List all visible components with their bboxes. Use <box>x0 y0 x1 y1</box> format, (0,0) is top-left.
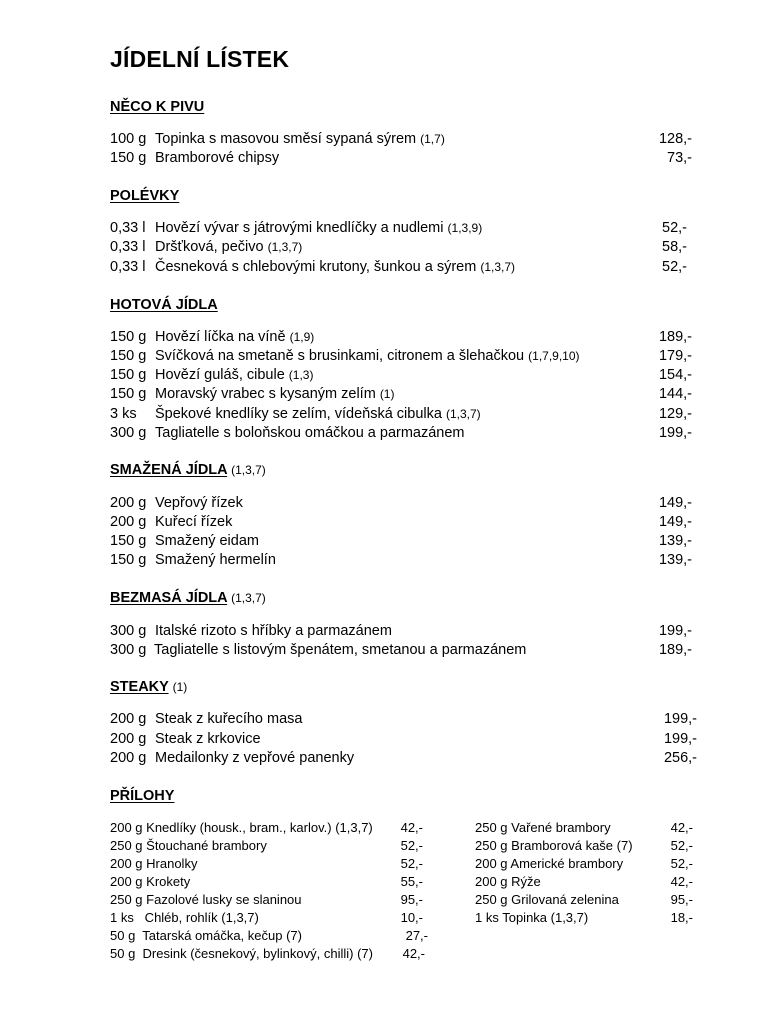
section-heading-bezmasa <box>110 590 266 606</box>
item-name: Vepřový řízek <box>155 495 243 511</box>
item-allergen: (1,7,9,10) <box>528 349 580 363</box>
section-heading-label: BEZMASÁ JÍDLA <box>110 590 228 606</box>
item-allergen: (1,3,9) <box>447 221 483 235</box>
side-item <box>110 873 423 891</box>
side-item-price: 10,- <box>400 910 423 925</box>
section-heading-prilohy <box>110 788 174 804</box>
item-price: 199,- <box>663 711 697 727</box>
side-item <box>110 855 423 873</box>
side-item-name: 250 g Štouchané brambory <box>110 838 267 853</box>
side-item-price: 95,- <box>670 892 693 907</box>
section-heading-polevky <box>110 188 179 204</box>
item-price: 199,- <box>658 623 692 639</box>
item-name-text: Moravský vrabec s kysaným zelím <box>155 386 376 402</box>
item-qty: 300 g <box>110 623 147 639</box>
item-qty: 150 g <box>110 386 147 402</box>
side-item-name: 250 g Vařené brambory <box>475 820 611 835</box>
side-item-name: 1 ks Chléb, rohlík (1,3,7) <box>110 910 259 925</box>
side-item <box>475 873 693 891</box>
side-item-price: 52,- <box>400 856 423 871</box>
section-heading-label: SMAŽENÁ JÍDLA <box>110 462 228 478</box>
side-item-price: 52,- <box>400 838 423 853</box>
item-allergen: (1,7) <box>420 132 445 146</box>
item-qty: 0,33 l <box>110 239 146 255</box>
item-price: 139,- <box>658 533 692 549</box>
side-item <box>475 909 693 927</box>
item-allergen: (1,3,7) <box>445 407 481 421</box>
section-allergen-note: (1,3,7) <box>231 463 266 477</box>
side-item-name: 250 g Bramborová kaše (7) <box>475 838 633 853</box>
side-item-name: 1 ks Topinka (1,3,7) <box>475 910 589 925</box>
item-name <box>155 385 394 404</box>
item-qty: 0,33 l <box>110 220 146 236</box>
item-name: Kuřecí řízek <box>155 514 233 530</box>
item-qty: 200 g <box>110 750 147 766</box>
section-allergen-note: (1,3,7) <box>231 591 266 605</box>
item-name: Tagliatelle s boloňskou omáčkou a parmazánem <box>155 425 465 441</box>
item-qty: 150 g <box>110 329 147 345</box>
item-price: 73,- <box>667 150 692 166</box>
section-heading-label: HOTOVÁ JÍDLA <box>110 297 218 313</box>
side-item-name: 50 g Dresink (česnekový, bylinkový, chilli) (7) <box>110 946 373 961</box>
side-item <box>110 909 423 927</box>
item-name-text: Hovězí líčka na víně <box>155 329 286 345</box>
side-item <box>110 945 425 963</box>
item-qty: 150 g <box>110 348 147 364</box>
side-item-price: 95,- <box>400 892 423 907</box>
side-item-price: 42,- <box>670 820 693 835</box>
item-qty: 200 g <box>110 731 147 747</box>
item-allergen: (1,3,7) <box>267 240 303 254</box>
item-name <box>155 366 313 385</box>
item-price: 149,- <box>658 495 692 511</box>
item-price: 144,- <box>658 386 692 402</box>
side-item <box>110 891 423 909</box>
item-price: 128,- <box>658 131 692 147</box>
item-name <box>155 347 580 366</box>
side-item-name: 250 g Grilovaná zelenina <box>475 892 619 907</box>
item-name: Tagliatelle s listovým špenátem, smetanou a parmazánem <box>154 642 527 658</box>
section-heading-label: STEAKY <box>110 679 169 695</box>
item-price: 179,- <box>658 348 692 364</box>
item-qty: 150 g <box>110 367 147 383</box>
side-item-price: 55,- <box>400 874 423 889</box>
section-heading-smazena <box>110 462 266 478</box>
side-item-price: 42,- <box>670 874 693 889</box>
item-price: 58,- <box>662 239 687 255</box>
item-name <box>155 258 515 277</box>
item-price: 189,- <box>658 329 692 345</box>
side-item-name: 250 g Fazolové lusky se slaninou <box>110 892 302 907</box>
item-allergen: (1,3,7) <box>480 260 516 274</box>
item-name <box>155 405 481 424</box>
side-item <box>110 927 428 945</box>
side-item <box>110 819 423 837</box>
item-price: 256,- <box>663 750 697 766</box>
item-name: Steak z krkovice <box>155 731 261 747</box>
side-item-price: 42,- <box>400 820 423 835</box>
side-item-name: 50 g Tatarská omáčka, kečup (7) <box>110 928 302 943</box>
item-name-text: Špekové knedlíky se zelím, vídeňská cibulka <box>155 406 442 422</box>
side-item-price: 52,- <box>670 838 693 853</box>
item-name-text: Hovězí guláš, cibule <box>155 367 285 383</box>
item-qty: 100 g <box>110 131 147 147</box>
side-item <box>475 837 693 855</box>
item-qty: 200 g <box>110 514 147 530</box>
item-name-text: Hovězí vývar s játrovými knedlíčky a nudlemi <box>155 220 444 236</box>
item-name-text: Topinka s masovou směsí sypaná sýrem <box>155 131 417 147</box>
item-price: 52,- <box>662 259 687 275</box>
section-heading-pivo <box>110 99 204 115</box>
item-name: Smažený hermelín <box>155 552 276 568</box>
item-price: 199,- <box>658 425 692 441</box>
side-item <box>110 837 423 855</box>
item-qty: 300 g <box>110 642 147 658</box>
item-price: 129,- <box>658 406 692 422</box>
item-qty: 300 g <box>110 425 147 441</box>
item-qty: 150 g <box>110 552 147 568</box>
item-qty: 200 g <box>110 495 147 511</box>
side-item-price: 42,- <box>402 946 425 961</box>
side-item <box>475 891 693 909</box>
item-name: Steak z kuřecího masa <box>155 711 303 727</box>
item-name <box>155 238 302 257</box>
item-qty: 0,33 l <box>110 259 146 275</box>
item-allergen: (1,3) <box>288 368 314 382</box>
item-price: 149,- <box>658 514 692 530</box>
section-heading-hotova <box>110 297 218 313</box>
item-qty: 150 g <box>110 533 147 549</box>
side-item <box>475 855 693 873</box>
side-item-name: 200 g Americké brambory <box>475 856 624 871</box>
item-price: 139,- <box>658 552 692 568</box>
item-name: Bramborové chipsy <box>155 150 280 166</box>
side-item-price: 52,- <box>670 856 693 871</box>
item-name <box>155 219 482 238</box>
item-price: 154,- <box>658 367 692 383</box>
side-item-name: 200 g Knedlíky (housk., bram., karlov.) (1,3,7) <box>110 820 373 835</box>
item-qty: 3 ks <box>110 406 137 422</box>
item-allergen: (1,9) <box>289 330 315 344</box>
section-heading-label: POLÉVKY <box>110 188 180 204</box>
item-name: Italské rizoto s hříbky a parmazánem <box>155 623 392 639</box>
item-qty: 200 g <box>110 711 147 727</box>
item-name-text: Česneková s chlebovými krutony, šunkou a sýrem <box>155 259 477 275</box>
side-item <box>475 819 693 837</box>
section-heading-label: NĚCO K PIVU <box>110 99 205 115</box>
item-price: 199,- <box>663 731 697 747</box>
item-price: 189,- <box>658 642 692 658</box>
side-item-name: 200 g Rýže <box>475 874 541 889</box>
section-heading-label: PŘÍLOHY <box>110 788 175 804</box>
item-name: Smažený eidam <box>155 533 259 549</box>
side-item-price: 27,- <box>405 928 428 943</box>
section-heading-steaky <box>110 679 187 695</box>
item-name-text: Svíčková na smetaně s brusinkami, citronem a šlehačkou <box>155 348 525 364</box>
item-allergen: (1) <box>379 387 395 401</box>
side-item-name: 200 g Hranolky <box>110 856 198 871</box>
side-item-price: 18,- <box>670 910 693 925</box>
side-item-name: 200 g Krokety <box>110 874 191 889</box>
item-name: Medailonky z vepřové panenky <box>155 750 355 766</box>
item-name-text: Dršťková, pečivo <box>155 239 264 255</box>
page-title: JÍDELNÍ LÍSTEK <box>110 46 290 72</box>
section-allergen-note: (1) <box>172 680 188 694</box>
item-qty: 150 g <box>110 150 147 166</box>
item-name <box>155 130 445 149</box>
item-price: 52,- <box>662 220 687 236</box>
item-name <box>155 328 314 347</box>
